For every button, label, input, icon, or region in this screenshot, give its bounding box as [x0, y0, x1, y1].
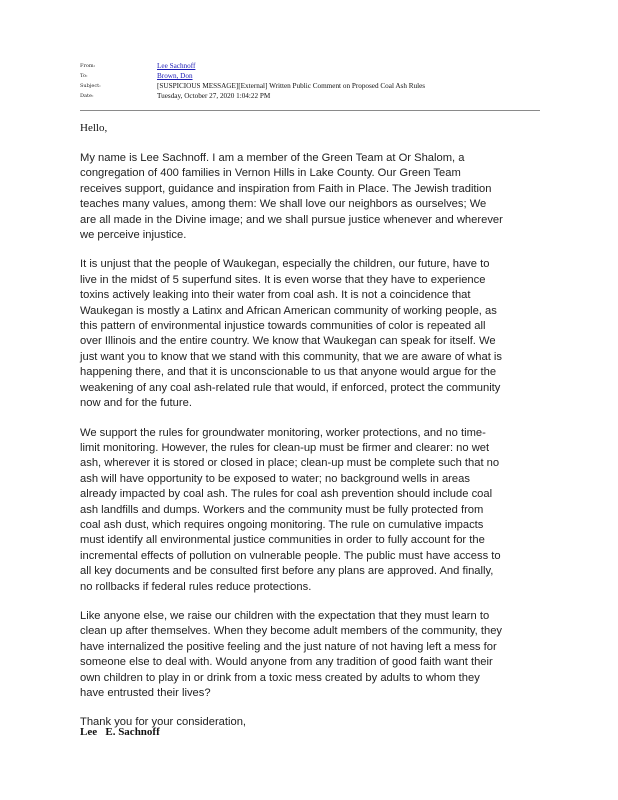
subject-row	[80, 81, 540, 91]
date-label: Date:	[80, 93, 94, 99]
signature: Lee E. Sachnoff	[80, 726, 160, 738]
paragraph-children: Like anyone else, we raise our children with the expectation that they must learn to clean up after themselves. When they become adult members of the community, they have internalized the positive feeling and the just nature of not having left a mess for someone else to deal with. Would anyone from any tradition of good faith want their own children to play in or drink from a toxic mess created by adults to whom they have entrusted their lives?	[80, 609, 503, 699]
to-label: To:	[80, 73, 88, 79]
date-value: Tuesday, October 27, 2020 1:04:22 PM	[157, 92, 271, 100]
paragraph-rules: We support the rules for groundwater monitoring, worker protections, and no time- limit monitoring. However, the rules for clean-up must be firmer and clearer: no wet ash, wherever it is stored or closed in place; clean-up must be complete such that no ash will have opportunity to be exposed to water; no background wells in areas already impacted by coal ash. The rules for coal ash prevention should include coal ash landfills and dumps. Workers and the community must be fully protected from coal ash dust, which requires ongoing monitoring. The rule on cumulative impacts must identify all environmental justice communities in order to fully account for the incremental effects of pollution on vulnerable people. The public must have access to all key documents and be consulted first before any plans are approved. And finally, no rollbacks if federal rules reduce protections.	[80, 426, 501, 593]
email-header	[80, 61, 540, 101]
email-body	[80, 151, 550, 745]
subject-label: Subject:	[80, 83, 101, 89]
from-sender-link[interactable]: Lee Sachnoff	[157, 62, 196, 70]
from-label: From:	[80, 63, 96, 69]
paragraph-waukegan: It is unjust that the people of Waukegan, especially the children, our future, have to live in the midst of 5 superfund sites. It is even worse that they have to experience toxins actively leaking into their water from coal ash. It is not a coincidence that Waukegan is mostly a Latinx and African American community of working people, as this pattern of environmental injustice towards communities of color is repeated all over Illinois and the entire country. We know that Waukegan can speak for itself. We just want you to know that we stand with this community, that we are aware of what is happening there, and that it is unconscionable to us that anyone would argue for the weakening of any coal ash-related rule that would, if enforced, protect the community now and for the future.	[80, 258, 503, 410]
from-row	[80, 61, 540, 71]
paragraph-introduction: My name is Lee Sachnoff. I am a member of the Green Team at Or Shalom, a congregation of 400 families in Vernon Hills in Lake County. Our Green Team receives support, guidance and inspiration from Faith in Place. The Jewish tradition teaches many values, among them: We shall love our neighbors as ourselves; We are all made in the Divine image; and we shall pursue justice whenever and wherever we perceive injustice.	[80, 152, 503, 242]
to-recipient-link[interactable]: Brown, Don	[157, 72, 193, 80]
header-divider	[80, 110, 540, 111]
paragraph-closing: Thank you for your consideration,	[80, 716, 247, 729]
subject-value: [SUSPICIOUS MESSAGE][External] Written Public Comment on Proposed Coal Ash Rules	[157, 82, 426, 90]
to-row	[80, 71, 540, 81]
date-row	[80, 91, 540, 101]
greeting: Hello,	[80, 122, 108, 134]
